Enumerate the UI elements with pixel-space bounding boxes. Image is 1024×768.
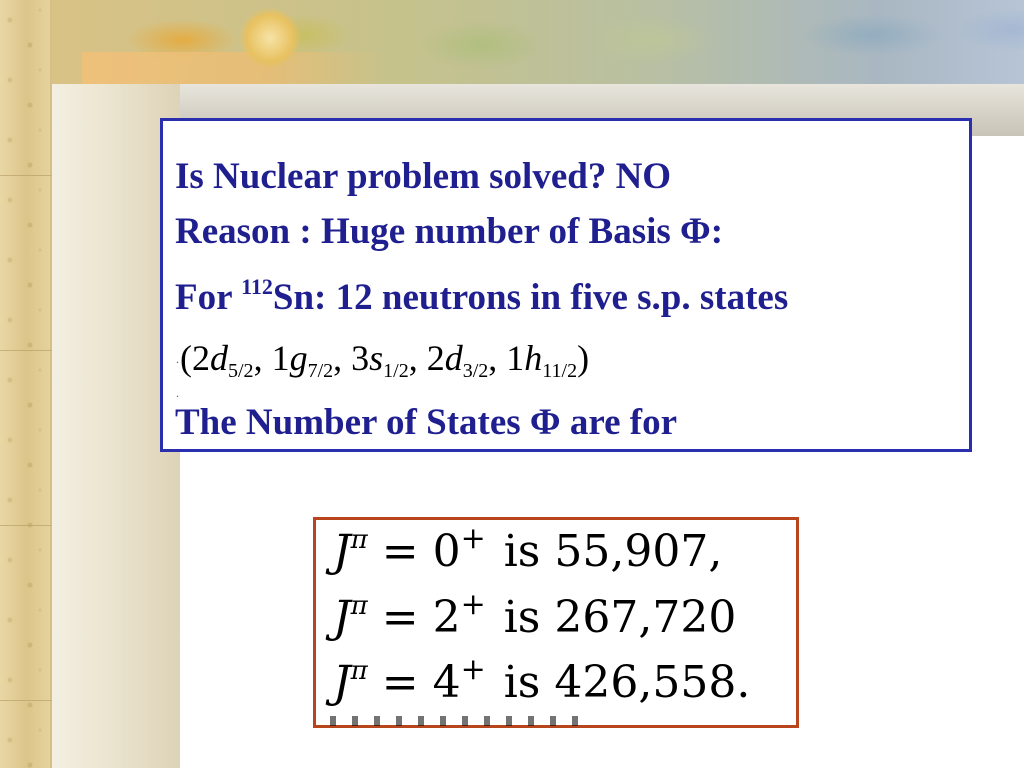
result-row	[333, 652, 751, 711]
equals-value: = 2	[381, 592, 461, 643]
orbital: $2d_{3/2}$	[426, 338, 489, 382]
banner-strip	[82, 52, 382, 84]
j-symbol: J	[333, 592, 351, 643]
stray-mark: .	[176, 386, 179, 400]
reason-line: Reason : Huge number of Basis Φ:	[175, 211, 724, 252]
clipped-text-remnant	[330, 716, 590, 726]
equals-value: = 4	[381, 657, 461, 708]
parity: +	[460, 587, 486, 622]
orbital-list: ($2d_{5/2}$, $1g_{7/2}$, $3s_{1/2}$, $2d_{3/2}$, $1h_{11/2}$)	[180, 338, 590, 382]
parity: +	[460, 652, 486, 687]
parchment-sidebar	[0, 0, 52, 768]
mass-number: 112	[241, 274, 273, 299]
isotope-suffix: Sn: 12 neutrons in five s.p. states	[272, 277, 789, 318]
isotope-line	[175, 274, 789, 319]
parchment-divider	[0, 525, 52, 526]
parchment-divider	[0, 350, 52, 351]
orbital: $2d_{5/2}$	[192, 338, 254, 382]
pi-symbol: π	[350, 656, 368, 686]
result-row	[333, 587, 737, 646]
title-line: Is Nuclear problem solved? NO	[175, 156, 672, 197]
j-symbol: J	[333, 657, 351, 708]
pi-symbol: π	[350, 591, 368, 621]
parchment-divider	[0, 175, 52, 176]
is-word: is	[503, 526, 541, 577]
j-symbol: J	[333, 526, 351, 577]
parchment-divider	[0, 700, 52, 701]
result-row	[333, 521, 723, 580]
is-word: is	[503, 657, 541, 708]
state-count: 55,907,	[554, 526, 723, 577]
orbital: $1g_{7/2}$	[271, 338, 334, 382]
pi-symbol: π	[350, 525, 368, 555]
parity: +	[460, 521, 486, 556]
orbital: $3s_{1/2}$	[351, 338, 409, 382]
orbital: $1h_{11/2}$	[506, 338, 578, 382]
floral-banner	[52, 0, 1024, 84]
isotope-prefix: For	[175, 277, 242, 318]
state-count: 426,558.	[554, 657, 751, 708]
state-count: 267,720	[554, 592, 737, 643]
is-word: is	[503, 592, 541, 643]
stray-mark: .	[176, 352, 179, 366]
states-line: The Number of States Φ are for	[175, 402, 678, 443]
equals-value: = 0	[381, 526, 461, 577]
